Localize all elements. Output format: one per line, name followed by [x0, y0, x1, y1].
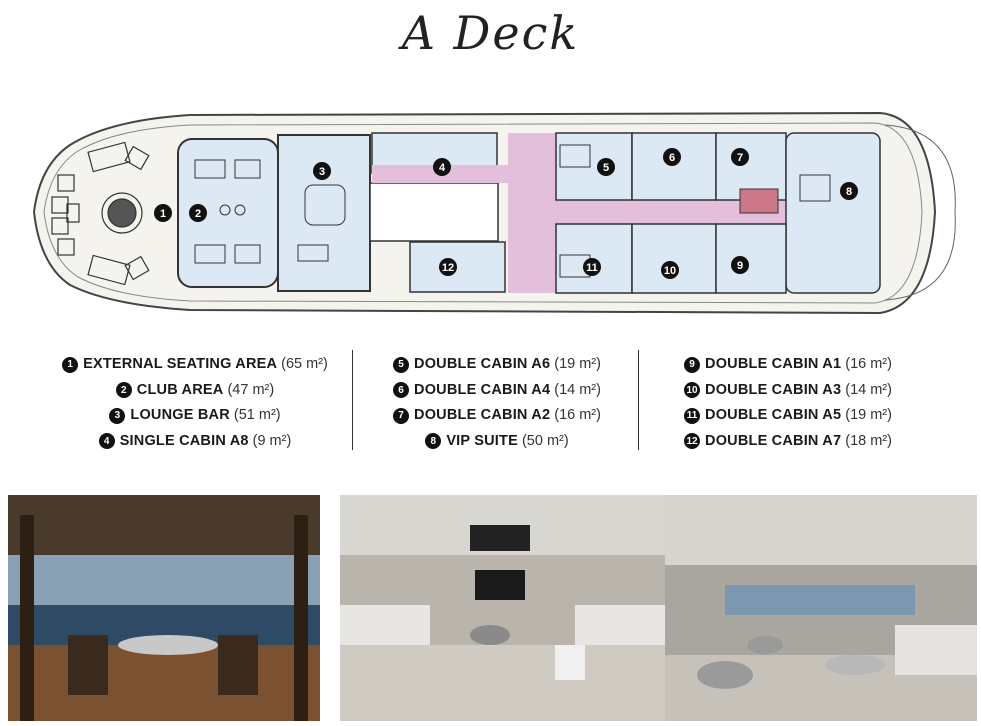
legend-room-name: DOUBLE CABIN A3: [705, 381, 842, 398]
svg-text:11: 11: [586, 262, 598, 274]
legend-number-badge: 4: [99, 433, 115, 449]
legend-room-name: LOUNGE BAR: [130, 407, 230, 423]
legend-room-area: (65 m²): [281, 356, 328, 372]
legend-item: [40, 429, 350, 455]
photo-external-seating: [8, 495, 320, 721]
svg-text:4: 4: [438, 162, 446, 174]
deck-plan: [30, 105, 960, 320]
plan-marker-7: [731, 148, 749, 166]
cabin-a7-room: [410, 242, 505, 292]
legend-item: [40, 378, 350, 404]
svg-text:8: 8: [845, 186, 853, 198]
svg-text:7: 7: [736, 152, 744, 164]
svg-text:5: 5: [602, 162, 610, 174]
legend-number-badge: 1: [62, 357, 78, 373]
legend-item: [40, 352, 350, 378]
legend-room-area: (19 m²): [554, 356, 601, 372]
legend-number-badge: 11: [684, 408, 700, 424]
legend-item: [362, 429, 632, 455]
legend-room-area: (19 m²): [845, 407, 892, 423]
legend-number-badge: 7: [393, 408, 409, 424]
legend-column-2: [362, 352, 632, 454]
legend-item: [648, 378, 928, 404]
legend-item: [362, 378, 632, 404]
deck-title: A Deck: [401, 6, 580, 60]
plan-marker-8: [840, 182, 858, 200]
svg-text:12: 12: [441, 262, 455, 274]
legend-room-name: DOUBLE CABIN A1: [705, 356, 842, 372]
legend-room-area: (51 m²): [233, 407, 281, 423]
plan-marker-11: [583, 258, 601, 276]
svg-text:2: 2: [194, 208, 202, 220]
plan-marker-5: [597, 158, 615, 176]
lounge-bar-room: [278, 135, 370, 291]
legend-room-name: EXTERNAL SEATING AREA: [83, 356, 278, 372]
svg-text:9: 9: [736, 260, 744, 272]
plan-marker-4: [433, 158, 451, 176]
legend-room-area: (47 m²): [227, 381, 275, 398]
legend-column-1: [40, 352, 350, 454]
vip-suite-room: [786, 133, 880, 293]
legend-item: [362, 352, 632, 378]
photo-lounge-tv: [340, 495, 665, 721]
legend-room-name: DOUBLE CABIN A7: [705, 432, 842, 449]
svg-text:10: 10: [663, 265, 677, 277]
legend-number-badge: 3: [109, 408, 125, 424]
legend-item: [40, 403, 350, 429]
legend-room-area: (16 m²): [845, 356, 892, 372]
plan-marker-1: [154, 204, 172, 222]
plan-marker-3: [313, 162, 331, 180]
legend-room-name: DOUBLE CABIN A4: [414, 381, 551, 398]
legend-number-badge: 2: [116, 382, 132, 398]
plan-marker-2: [189, 204, 207, 222]
svg-text:6: 6: [668, 152, 676, 164]
legend-number-badge: 12: [684, 433, 700, 449]
plan-marker-10: [661, 261, 679, 279]
legend-number-badge: 8: [425, 433, 441, 449]
legend-item: [362, 403, 632, 429]
legend-room-name: SINGLE CABIN A8: [119, 432, 249, 449]
plan-marker-6: [663, 148, 681, 166]
legend-divider: [352, 350, 353, 450]
legend-room-area: (18 m²): [845, 432, 892, 449]
cabin-a4-room: [632, 133, 716, 200]
legend-room-name: VIP SUITE: [446, 432, 518, 449]
legend-room-area: (16 m²): [554, 407, 601, 423]
legend-item: [648, 352, 928, 378]
legend-room-name: CLUB AREA: [136, 381, 224, 398]
legend-room-name: DOUBLE CABIN A6: [414, 356, 551, 372]
legend-number-badge: 10: [684, 382, 700, 398]
svg-text:1: 1: [159, 208, 167, 220]
plan-marker-12: [439, 258, 457, 276]
legend-room-name: DOUBLE CABIN A5: [705, 407, 842, 423]
legend-item: [648, 429, 928, 455]
legend-room-area: (9 m²): [252, 432, 292, 449]
cabin-a1-room: [716, 224, 786, 293]
legend-number-badge: 9: [684, 357, 700, 373]
legend-column-3: [648, 352, 928, 454]
cabin-a3-room: [632, 224, 716, 293]
legend-room-area: (50 m²): [521, 432, 569, 449]
legend-item: [648, 403, 928, 429]
svg-text:3: 3: [318, 166, 326, 178]
legend-room-area: (14 m²): [554, 381, 601, 398]
legend-number-badge: 6: [393, 382, 409, 398]
plan-marker-9: [731, 256, 749, 274]
bar-stair: [740, 189, 778, 213]
photo-club-area: [665, 495, 977, 721]
legend-divider: [638, 350, 639, 450]
legend-room-area: (14 m²): [845, 381, 892, 398]
corridor-b: [508, 133, 556, 293]
legend-number-badge: 5: [393, 357, 409, 373]
stairwell: [370, 183, 498, 241]
legend-room-name: DOUBLE CABIN A2: [414, 407, 551, 423]
